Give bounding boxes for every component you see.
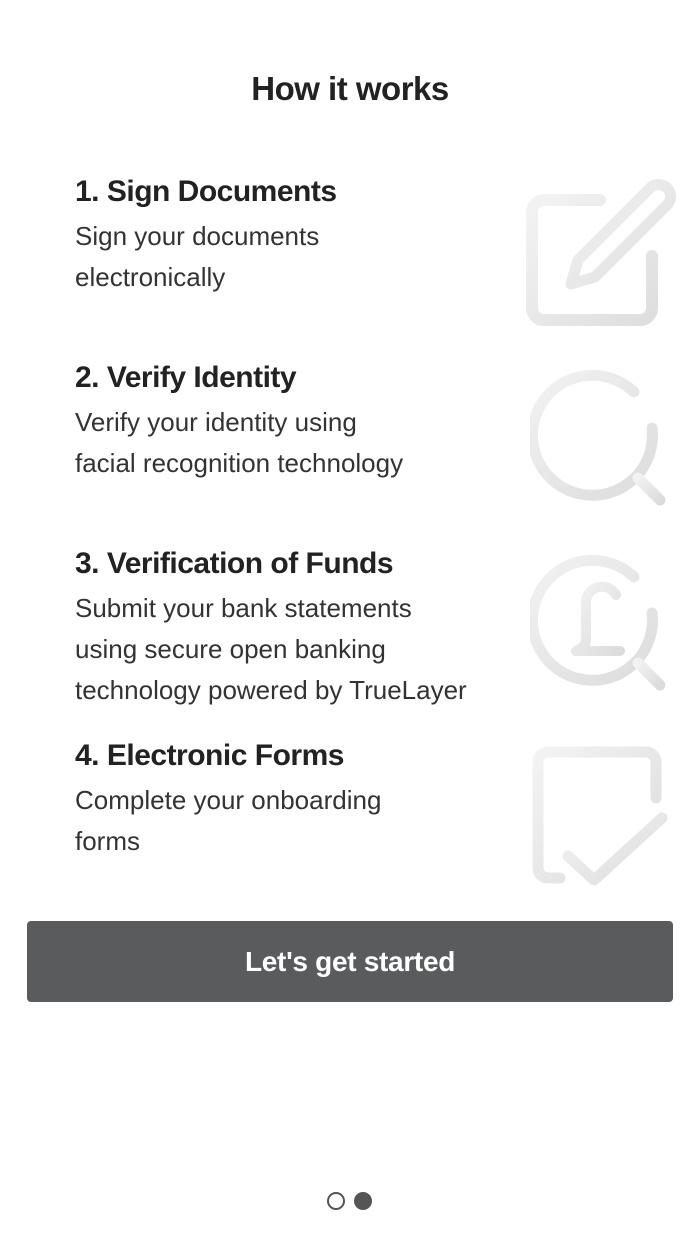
step-description-line: Sign your documents bbox=[75, 221, 320, 251]
step-electronic-forms bbox=[75, 738, 505, 862]
page-dot-2[interactable] bbox=[354, 1192, 372, 1210]
page-dot-1[interactable] bbox=[327, 1192, 345, 1210]
step-description-line: Verify your identity using bbox=[75, 407, 357, 437]
page-title: How it works bbox=[251, 70, 449, 107]
step-description-line: facial recognition technology bbox=[75, 448, 404, 478]
step-title: 2. Verify Identity bbox=[75, 361, 297, 394]
step-description bbox=[75, 780, 505, 862]
step-description-line: forms bbox=[75, 826, 140, 856]
form-check-icon bbox=[530, 744, 670, 890]
step-title: 1. Sign Documents bbox=[75, 175, 337, 208]
edit-icon bbox=[522, 178, 678, 330]
step-title: 4. Electronic Forms bbox=[75, 739, 344, 772]
step-description bbox=[75, 402, 505, 484]
step-description-line: technology powered by TrueLayer bbox=[75, 675, 467, 705]
step-description bbox=[75, 588, 505, 711]
step-verification-of-funds bbox=[75, 546, 505, 711]
step-description bbox=[75, 216, 505, 298]
step-description-line: Submit your bank statements bbox=[75, 593, 412, 623]
step-verify-identity bbox=[75, 360, 505, 484]
pound-search-icon bbox=[530, 553, 670, 695]
pagination-dots bbox=[327, 1192, 372, 1210]
step-description-line: Complete your onboarding bbox=[75, 785, 382, 815]
step-description-line: electronically bbox=[75, 262, 226, 292]
step-title: 3. Verification of Funds bbox=[75, 547, 394, 580]
get-started-button[interactable]: Let's get started bbox=[27, 921, 673, 1002]
search-lines-icon bbox=[530, 368, 670, 510]
step-sign-documents bbox=[75, 174, 505, 298]
step-description-line: using secure open banking bbox=[75, 634, 386, 664]
